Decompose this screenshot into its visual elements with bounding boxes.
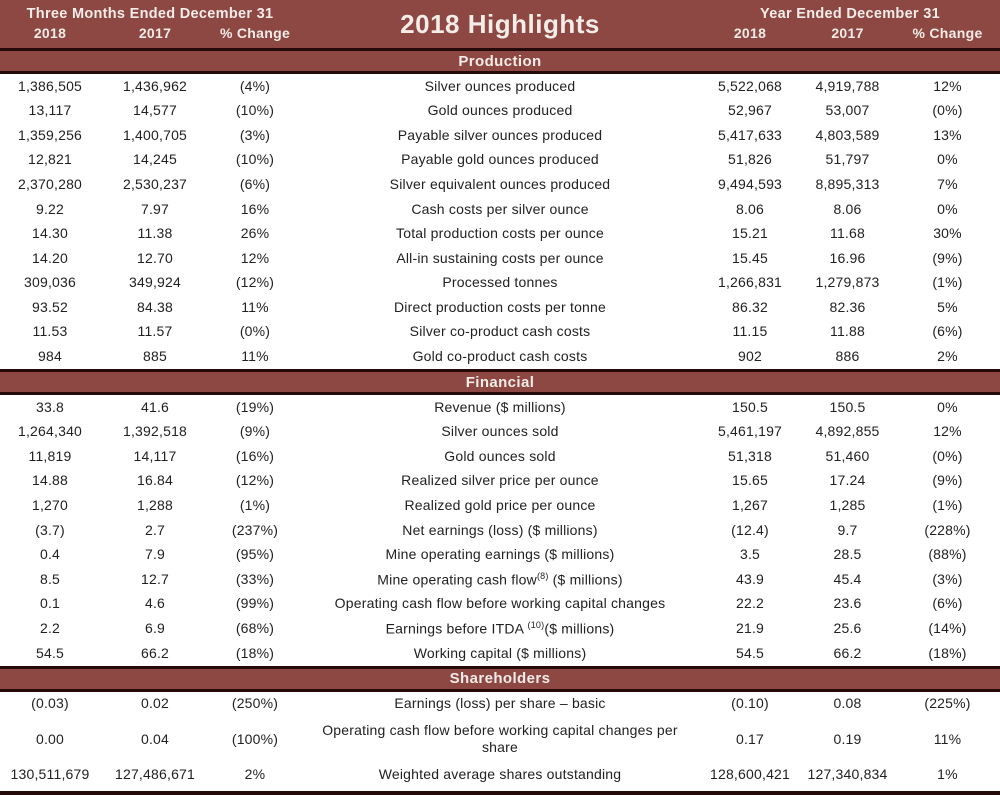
shareholders-rows bbox=[0, 692, 1000, 787]
cell-ye-change: 12% bbox=[933, 423, 962, 440]
cell-tm-2017: 1,288 bbox=[136, 497, 174, 514]
cell-tm-change: (95%) bbox=[235, 546, 275, 563]
cell-ye-2018: 128,600,421 bbox=[709, 765, 791, 782]
table-row bbox=[0, 222, 1000, 247]
cell-tm-2017: 14,245 bbox=[132, 151, 178, 168]
cell-tm-2017: 7.9 bbox=[144, 546, 166, 563]
cell-tm-change: (19%) bbox=[235, 398, 275, 415]
year-ended-column-headers bbox=[700, 25, 1000, 41]
cell-tm-2018: 11,819 bbox=[28, 447, 72, 464]
cell-tm-2017: 41.6 bbox=[140, 398, 170, 415]
col-header-ye-change: % Change bbox=[912, 25, 983, 41]
cell-tm-2017: 2.7 bbox=[144, 521, 166, 538]
cell-tm-2017: 1,400,705 bbox=[122, 126, 188, 143]
table-row bbox=[0, 271, 1000, 296]
cell-ye-change: (88%) bbox=[928, 546, 967, 563]
cell-ye-2017: 150.5 bbox=[829, 398, 866, 415]
row-label bbox=[300, 225, 700, 243]
cell-ye-change: (1%) bbox=[932, 274, 963, 291]
table-row bbox=[0, 518, 1000, 543]
cell-tm-2018: 14.20 bbox=[31, 249, 69, 266]
cell-tm-2017: 16.84 bbox=[136, 472, 174, 489]
cell-tm-2018: 9.22 bbox=[35, 200, 65, 217]
row-label-text: Payable silver ounces produced bbox=[397, 126, 603, 143]
cell-ye-2017: 4,919,788 bbox=[815, 77, 880, 94]
cell-ye-2017: 23.6 bbox=[833, 595, 862, 612]
row-label-text: Silver co-product cash costs bbox=[409, 323, 591, 340]
row-label bbox=[300, 571, 700, 589]
cell-ye-2017: 17.24 bbox=[829, 472, 866, 489]
cell-tm-2017: 12.7 bbox=[140, 570, 170, 587]
row-label-text: Earnings before ITDA bbox=[385, 620, 528, 637]
cell-ye-2018: 52,967 bbox=[727, 102, 773, 119]
cell-ye-2018: 0.17 bbox=[735, 730, 765, 747]
cell-ye-2017: 4,803,589 bbox=[815, 126, 880, 143]
cell-ye-change: 11% bbox=[933, 730, 962, 747]
cell-tm-2018: 93.52 bbox=[31, 298, 69, 315]
production-rows bbox=[0, 74, 1000, 369]
cell-tm-2017: 1,436,962 bbox=[122, 77, 188, 94]
cell-tm-2018: 309,036 bbox=[23, 274, 76, 291]
row-label bbox=[300, 323, 700, 341]
cell-ye-change: 30% bbox=[933, 225, 962, 242]
cell-tm-change: (100%) bbox=[231, 730, 279, 747]
cell-ye-change: 5% bbox=[937, 298, 958, 315]
cell-tm-change: (10%) bbox=[235, 151, 275, 168]
cell-tm-2018: (3.7) bbox=[35, 521, 65, 538]
cell-tm-change: 11% bbox=[241, 298, 269, 315]
row-label bbox=[300, 546, 700, 564]
cell-tm-2018: 12,821 bbox=[27, 151, 73, 168]
cell-ye-2018: 51,318 bbox=[727, 447, 773, 464]
cell-tm-change: (68%) bbox=[235, 620, 275, 637]
cell-ye-change: (0%) bbox=[932, 447, 963, 464]
row-label-text: Gold ounces sold bbox=[444, 447, 556, 464]
cell-tm-2018: 33.8 bbox=[35, 398, 65, 415]
cell-ye-change: 0% bbox=[937, 151, 958, 168]
row-label-text: Gold ounces produced bbox=[427, 102, 573, 119]
cell-ye-2017: 82.36 bbox=[829, 298, 866, 315]
cell-ye-2018: 9,494,593 bbox=[717, 175, 783, 192]
cell-tm-change: 12% bbox=[240, 249, 270, 266]
cell-tm-2018: 130,511,679 bbox=[10, 765, 90, 782]
financial-rows bbox=[0, 395, 1000, 666]
cell-tm-change: (9%) bbox=[239, 423, 271, 440]
cell-ye-2018: 11.15 bbox=[732, 323, 768, 340]
cell-tm-2018: 14.30 bbox=[31, 225, 69, 242]
cell-tm-2018: 14.88 bbox=[31, 472, 69, 489]
cell-tm-2017: 2,530,237 bbox=[122, 175, 188, 192]
cell-ye-change: 0% bbox=[937, 398, 958, 415]
row-label bbox=[300, 722, 700, 757]
cell-ye-change: (3%) bbox=[932, 570, 963, 587]
cell-ye-2017: 51,460 bbox=[825, 447, 870, 464]
cell-tm-2017: 14,117 bbox=[133, 447, 177, 464]
cell-tm-2017: 14,577 bbox=[132, 102, 178, 119]
cell-ye-2017: 11.88 bbox=[830, 323, 865, 340]
cell-ye-2018: 21.9 bbox=[735, 620, 765, 637]
year-ended-period-title: Year Ended December 31 bbox=[760, 6, 940, 22]
cell-ye-2017: 4,892,855 bbox=[815, 423, 880, 440]
cell-tm-2017: 6.9 bbox=[144, 620, 166, 637]
cell-ye-2017: 25.6 bbox=[833, 620, 862, 637]
row-label-text: Mine operating cash flow bbox=[377, 571, 537, 588]
cell-ye-2018: (12.4) bbox=[731, 521, 769, 538]
cell-ye-2018: 5,417,633 bbox=[717, 126, 783, 143]
row-label-text: All-in sustaining costs per ounce bbox=[396, 249, 604, 266]
cell-ye-2017: 127,340,834 bbox=[807, 765, 888, 782]
table-row bbox=[0, 345, 1000, 370]
cell-ye-2017: 45.4 bbox=[833, 570, 862, 587]
cell-ye-2018: 5,461,197 bbox=[717, 423, 783, 440]
row-label-text: Gold co-product cash costs bbox=[412, 348, 588, 365]
section-production bbox=[0, 48, 1000, 369]
section-bar-shareholders bbox=[0, 666, 1000, 692]
row-label bbox=[300, 151, 700, 169]
cell-ye-2018: 3.5 bbox=[739, 546, 761, 563]
table-row bbox=[0, 616, 1000, 641]
three-months-header-group bbox=[0, 0, 300, 48]
cell-ye-change: 7% bbox=[937, 175, 958, 192]
cell-tm-2018: 1,386,505 bbox=[17, 77, 83, 94]
cell-tm-change: (12%) bbox=[235, 274, 275, 291]
table-row bbox=[0, 762, 1000, 787]
row-label-text: Operating cash flow before working capital changes per share bbox=[322, 721, 678, 756]
cell-tm-change: (237%) bbox=[231, 521, 279, 538]
row-label bbox=[300, 102, 700, 120]
cell-tm-2018: (0.03) bbox=[31, 695, 69, 712]
cell-tm-change: (6%) bbox=[239, 175, 271, 192]
table-row bbox=[0, 123, 1000, 148]
table-row bbox=[0, 567, 1000, 592]
cell-ye-2018: 22.2 bbox=[735, 595, 765, 612]
page-title: 2018 Highlights bbox=[400, 8, 600, 39]
cell-ye-2017: 1,285 bbox=[829, 497, 866, 514]
cell-ye-2017: 11.68 bbox=[830, 225, 865, 242]
cell-ye-2017: 886 bbox=[835, 348, 860, 365]
cell-ye-2018: 51,826 bbox=[727, 151, 773, 168]
table-row bbox=[0, 74, 1000, 99]
cell-ye-2018: 54.5 bbox=[735, 644, 765, 661]
row-label-text: Revenue ($ millions) bbox=[434, 398, 566, 415]
cell-ye-change: (225%) bbox=[924, 695, 971, 712]
row-label-text: Payable gold ounces produced bbox=[401, 151, 599, 168]
cell-tm-2018: 2.2 bbox=[39, 620, 61, 637]
row-label-text: Operating cash flow before working capital changes bbox=[334, 595, 666, 612]
cell-tm-2017: 7.97 bbox=[140, 200, 170, 217]
table-row bbox=[0, 197, 1000, 222]
table-row bbox=[0, 246, 1000, 271]
row-label-text: Working capital ($ millions) bbox=[413, 644, 587, 661]
cell-ye-2017: 53,007 bbox=[825, 102, 870, 119]
cell-ye-change: (9%) bbox=[932, 249, 963, 266]
row-label-text: Direct production costs per tonne bbox=[393, 298, 607, 315]
table-row bbox=[0, 494, 1000, 519]
cell-tm-2018: 0.4 bbox=[39, 546, 61, 563]
table-row bbox=[0, 592, 1000, 617]
row-label-text: Weighted average shares outstanding bbox=[378, 765, 622, 782]
row-label-text: Total production costs per ounce bbox=[396, 225, 604, 242]
cell-tm-2017: 885 bbox=[143, 348, 167, 365]
cell-tm-change: (3%) bbox=[239, 126, 271, 143]
cell-tm-change: (4%) bbox=[239, 77, 271, 94]
cell-ye-change: (9%) bbox=[932, 472, 963, 489]
cell-tm-change: 26% bbox=[240, 225, 270, 242]
table-row bbox=[0, 395, 1000, 420]
section-bar-production bbox=[0, 48, 1000, 74]
cell-tm-2017: 66.2 bbox=[140, 644, 170, 661]
cell-ye-change: (1%) bbox=[932, 497, 963, 514]
cell-ye-2017: 8,895,313 bbox=[815, 175, 880, 192]
cell-tm-change: (18%) bbox=[235, 644, 275, 661]
cell-ye-2018: 43.9 bbox=[735, 570, 765, 587]
section-title: Production bbox=[458, 52, 542, 70]
three-months-column-headers bbox=[0, 25, 300, 41]
table-row bbox=[0, 420, 1000, 445]
row-label-text: ($ millions) bbox=[544, 620, 615, 637]
cell-tm-2018: 11.53 bbox=[32, 323, 68, 340]
table-row bbox=[0, 543, 1000, 568]
row-label bbox=[300, 274, 700, 292]
table-row bbox=[0, 320, 1000, 345]
section-financial bbox=[0, 369, 1000, 666]
cell-ye-change: (228%) bbox=[924, 521, 971, 538]
cell-tm-2017: 12.70 bbox=[136, 249, 174, 266]
row-label-text: ($ millions) bbox=[548, 571, 623, 588]
row-label bbox=[300, 448, 700, 466]
cell-tm-2018: 13,117 bbox=[28, 102, 72, 119]
row-label bbox=[300, 299, 700, 317]
cell-tm-change: 16% bbox=[240, 200, 270, 217]
cell-tm-2018: 2,370,280 bbox=[17, 175, 83, 192]
table-row bbox=[0, 444, 1000, 469]
row-label-superscript: (8) bbox=[536, 570, 549, 581]
cell-ye-2017: 8.06 bbox=[833, 200, 862, 217]
cell-tm-2017: 11.38 bbox=[137, 225, 173, 242]
row-label bbox=[300, 78, 700, 96]
cell-tm-change: (12%) bbox=[235, 472, 275, 489]
cell-ye-2018: 15.45 bbox=[731, 249, 769, 266]
row-label-text: Processed tonnes bbox=[442, 274, 558, 291]
row-label bbox=[300, 201, 700, 219]
cell-ye-change: (6%) bbox=[932, 323, 963, 340]
cell-ye-2017: 28.5 bbox=[833, 546, 862, 563]
cell-ye-change: 13% bbox=[933, 126, 962, 143]
cell-ye-2017: 0.08 bbox=[833, 695, 862, 712]
table-header bbox=[0, 0, 1000, 48]
cell-ye-2018: 15.21 bbox=[731, 225, 769, 242]
row-label bbox=[300, 522, 700, 540]
cell-tm-2018: 1,264,340 bbox=[17, 423, 83, 440]
row-label-text: Cash costs per silver ounce bbox=[411, 200, 589, 217]
cell-tm-2017: 127,486,671 bbox=[114, 765, 196, 782]
cell-ye-change: (14%) bbox=[928, 620, 967, 637]
cell-tm-2018: 1,270 bbox=[31, 497, 69, 514]
section-bar-financial bbox=[0, 369, 1000, 395]
cell-tm-2018: 54.5 bbox=[35, 644, 65, 661]
section-title: Shareholders bbox=[449, 670, 551, 688]
cell-tm-2017: 349,924 bbox=[128, 274, 181, 291]
table-row bbox=[0, 692, 1000, 717]
cell-tm-2017: 1,392,518 bbox=[122, 423, 188, 440]
cell-tm-2018: 0.1 bbox=[39, 595, 61, 612]
row-label-text: Net earnings (loss) ($ millions) bbox=[402, 521, 598, 538]
cell-ye-2017: 66.2 bbox=[833, 644, 862, 661]
cell-ye-change: 1% bbox=[937, 765, 958, 782]
table-row bbox=[0, 172, 1000, 197]
cell-ye-change: (6%) bbox=[932, 595, 963, 612]
section-shareholders bbox=[0, 666, 1000, 787]
row-label bbox=[300, 348, 700, 366]
cell-ye-2018: 1,266,831 bbox=[717, 274, 783, 291]
cell-tm-2017: 0.04 bbox=[140, 730, 170, 747]
cell-ye-2017: 16.96 bbox=[829, 249, 866, 266]
cell-tm-change: (10%) bbox=[235, 102, 275, 119]
cell-tm-change: (1%) bbox=[239, 497, 271, 514]
table-row bbox=[0, 148, 1000, 173]
row-label bbox=[300, 250, 700, 268]
col-header-ye-2017: 2017 bbox=[831, 25, 864, 41]
cell-ye-2018: 902 bbox=[738, 348, 762, 365]
section-title: Financial bbox=[465, 373, 535, 391]
cell-tm-2018: 0.00 bbox=[35, 730, 65, 747]
row-label bbox=[300, 595, 700, 613]
row-label bbox=[300, 497, 700, 515]
row-label-text: Realized gold price per ounce bbox=[404, 497, 596, 514]
row-label-text: Silver equivalent ounces produced bbox=[389, 175, 611, 192]
row-label bbox=[300, 399, 700, 417]
col-header-tm-change: % Change bbox=[219, 25, 291, 41]
cell-ye-change: 2% bbox=[937, 348, 958, 365]
cell-ye-2018: 150.5 bbox=[731, 398, 769, 415]
cell-tm-2017: 0.02 bbox=[140, 695, 170, 712]
row-label-text: Silver ounces produced bbox=[424, 77, 576, 94]
row-label bbox=[300, 766, 700, 784]
cell-ye-change: (0%) bbox=[932, 102, 963, 119]
table-row bbox=[0, 469, 1000, 494]
row-label bbox=[300, 423, 700, 441]
cell-ye-2017: 0.19 bbox=[833, 730, 862, 747]
cell-ye-change: 0% bbox=[937, 200, 958, 217]
table-row bbox=[0, 641, 1000, 666]
cell-ye-change: (18%) bbox=[928, 644, 967, 661]
table-row bbox=[0, 99, 1000, 124]
cell-tm-change: 11% bbox=[241, 348, 269, 365]
cell-tm-2017: 11.57 bbox=[137, 323, 173, 340]
cell-ye-2018: (0.10) bbox=[731, 695, 769, 712]
row-label-text: Silver ounces sold bbox=[441, 423, 559, 440]
cell-tm-2018: 1,359,256 bbox=[17, 126, 83, 143]
cell-ye-2017: 9.7 bbox=[837, 521, 858, 538]
row-label-superscript: (10) bbox=[527, 619, 545, 630]
cell-tm-2017: 4.6 bbox=[144, 595, 166, 612]
col-header-tm-2017: 2017 bbox=[138, 25, 172, 41]
table-row bbox=[0, 295, 1000, 320]
cell-tm-change: (250%) bbox=[231, 695, 279, 712]
table-row bbox=[0, 716, 1000, 762]
cell-tm-2018: 8.5 bbox=[39, 570, 61, 587]
cell-ye-change: 12% bbox=[933, 77, 962, 94]
col-header-tm-2018: 2018 bbox=[33, 25, 67, 41]
row-label bbox=[300, 620, 700, 638]
row-label bbox=[300, 695, 700, 713]
row-label bbox=[300, 127, 700, 145]
row-label bbox=[300, 176, 700, 194]
cell-ye-2018: 8.06 bbox=[735, 200, 765, 217]
row-label-text: Realized silver price per ounce bbox=[401, 472, 599, 489]
cell-ye-2018: 15.65 bbox=[731, 472, 769, 489]
cell-ye-2017: 1,279,873 bbox=[815, 274, 880, 291]
cell-tm-2017: 84.38 bbox=[136, 298, 174, 315]
cell-ye-2018: 1,267 bbox=[731, 497, 769, 514]
three-months-period-title: Three Months Ended December 31 bbox=[26, 6, 274, 22]
row-label bbox=[300, 645, 700, 663]
row-label bbox=[300, 472, 700, 490]
year-ended-header-group bbox=[700, 0, 1000, 48]
cell-tm-change: (33%) bbox=[235, 570, 275, 587]
cell-ye-2017: 51,797 bbox=[825, 151, 870, 168]
cell-tm-change: 2% bbox=[244, 765, 266, 782]
cell-tm-change: (16%) bbox=[235, 447, 275, 464]
cell-ye-2018: 86.32 bbox=[731, 298, 769, 315]
row-label-text: Earnings (loss) per share – basic bbox=[394, 695, 606, 712]
cell-tm-change: (99%) bbox=[235, 595, 275, 612]
col-header-ye-2018: 2018 bbox=[733, 25, 767, 41]
cell-ye-2018: 5,522,068 bbox=[717, 77, 783, 94]
cell-tm-change: (0%) bbox=[239, 323, 271, 340]
cell-tm-2018: 984 bbox=[38, 348, 62, 365]
row-label-text: Mine operating earnings ($ millions) bbox=[385, 546, 615, 563]
